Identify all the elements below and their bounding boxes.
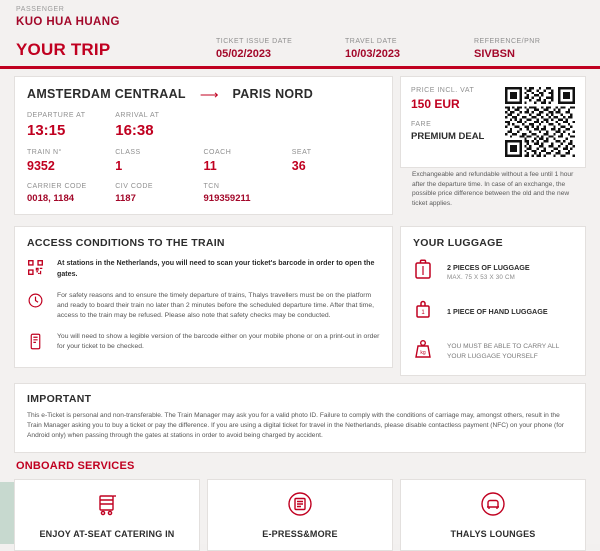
luggage-item-main: 2 PIECES OF LUGGAGE [447, 262, 530, 272]
access-item [27, 332, 380, 355]
weight-icon [413, 338, 447, 365]
codes-spacer [292, 183, 380, 204]
clock-icon [27, 291, 57, 322]
luggage-column [400, 226, 586, 383]
reference-label: REFERENCE/PNR [474, 38, 541, 45]
origin-station: AMSTERDAM CENTRAAL [27, 87, 186, 101]
important-title: IMPORTANT [27, 393, 92, 405]
price-label: PRICE INCL. VAT [411, 87, 475, 94]
service-name: ENJOY AT-SEAT CATERING IN [39, 528, 175, 539]
luggage-item-text [447, 307, 548, 316]
hand-luggage-icon [413, 298, 447, 325]
carrier-code-field [27, 183, 115, 204]
lounge-chair-icon [409, 491, 577, 522]
departure-field [27, 112, 115, 139]
trip-section [14, 76, 586, 222]
fare-label: FARE [411, 121, 432, 128]
luggage-item-sub: MAX. 75 X 53 X 30 CM [447, 273, 515, 281]
header-meta-row [16, 38, 584, 66]
carrier-code-label: CARRIER CODE [27, 183, 87, 190]
departure-label: DEPARTURE AT [27, 112, 86, 119]
service-name: E-PRESS&MORE [262, 528, 338, 539]
luggage-item-text [447, 263, 530, 281]
travel-date-label: TRAVEL DATE [345, 38, 398, 45]
train-row [27, 149, 380, 173]
service-name: THALYS LOUNGES [450, 528, 536, 539]
trip-card [14, 76, 393, 215]
svg-text:kg: kg [420, 350, 426, 356]
arrow-icon: ⟶ [199, 86, 219, 102]
access-item-text: You will need to show a legible version of the barcode either on your mobile phone or on a print-out in order for your ticket to be checked. [57, 332, 380, 350]
tcn-field [204, 183, 292, 204]
access-conditions-card [14, 226, 393, 368]
class-value: 1 [115, 159, 123, 173]
mobile-ticket-icon [27, 332, 57, 355]
times-row [27, 112, 380, 139]
stations-row [27, 87, 380, 101]
fare-card [400, 76, 586, 168]
fare-name: PREMIUM DEAL [411, 131, 485, 142]
e-press-icon [216, 491, 384, 522]
svg-text:1: 1 [421, 310, 425, 316]
class-label: CLASS [115, 149, 141, 156]
access-column [14, 226, 393, 383]
civ-code-label: CIV CODE [115, 183, 154, 190]
seat-field [292, 149, 380, 173]
seat-label: SEAT [291, 149, 312, 156]
departure-time: 13:15 [27, 122, 66, 139]
tcn-value: 919359211 [203, 193, 251, 204]
fare-column [400, 76, 586, 222]
access-item-text: For safety reasons and to ensure the timely departure of trains, Thalys travellers must be on the platform and ready to board their train no later than 2 minutes before the scheduled departure time. After that time, access to the train may be refused. Please also note that safety checks may be conducted. [57, 292, 374, 320]
passenger-label: PASSENGER [16, 6, 65, 13]
page-title: YOUR TRIP [16, 40, 111, 59]
service-card-epress[interactable] [207, 479, 393, 551]
onboard-services-list [14, 479, 586, 551]
train-number-label: TRAIN N° [27, 149, 62, 156]
times-spacer-2 [292, 112, 380, 139]
coach-value: 11 [203, 159, 217, 173]
luggage-item [413, 338, 573, 365]
civ-code-field [115, 183, 203, 204]
important-card [14, 383, 586, 453]
tcn-label: TCN [203, 183, 220, 190]
price-value: 150 EUR [411, 97, 460, 111]
travel-date-field [345, 38, 474, 60]
ticket-header [0, 0, 600, 66]
reference-value: SIVBSN [474, 48, 515, 60]
luggage-item [413, 258, 573, 285]
fare-conditions: Exchangeable and refundable without a fee until 1 hour after the departure time. In case of an exchange, the possible price difference between the old and the new ticket applies. [412, 171, 574, 207]
arrival-time: 16:38 [115, 122, 154, 139]
coach-label: COACH [203, 149, 232, 156]
luggage-title: YOUR LUGGAGE [413, 237, 503, 249]
luggage-item-plain: YOU MUST BE ABLE TO CARRY ALL YOUR LUGGAGE YOURSELF [447, 342, 560, 360]
access-item [27, 258, 380, 281]
passenger-name: KUO HUA HUANG [16, 16, 120, 28]
access-title: ACCESS CONDITIONS TO THE TRAIN [27, 237, 225, 249]
reference-field [474, 38, 584, 60]
codes-row [27, 183, 380, 204]
access-item [27, 291, 380, 322]
seat-value: 36 [291, 159, 306, 173]
ticket-body [0, 69, 600, 551]
coach-field [204, 149, 292, 173]
fare-details [411, 87, 505, 157]
important-text: This e-Ticket is personal and non-transferable. The Train Manager may ask you for a valid photo ID. Failure to comply with the conditions of carriage may, amongst others, result in the Train Manager asking you to buy a ticket or pay the difference. If you are using a digital ticket for travel in the Netherlands, please disable contactless payment (NFC) on your phone (for Android only) when passing through the gates at stations in order to avoid being charged by accident. [27, 412, 564, 440]
arrival-field [115, 112, 203, 139]
destination-station: PARIS NORD [232, 87, 314, 101]
arrival-label: ARRIVAL AT [115, 112, 160, 119]
luggage-item-main: 1 PIECE OF HAND LUGGAGE [447, 307, 548, 316]
onboard-services-title: ONBOARD SERVICES [16, 459, 135, 472]
conditions-section [14, 226, 586, 383]
ticket-issue-date-value: 05/02/2023 [216, 48, 272, 60]
catering-trolley-icon [23, 491, 191, 522]
trip-details-column [14, 76, 393, 222]
luggage-card [400, 226, 586, 376]
carrier-code-value: 0018, 1184 [27, 193, 75, 204]
civ-code-value: 1187 [115, 193, 136, 204]
times-spacer [204, 112, 292, 139]
train-number-field [27, 149, 115, 173]
left-accent-stripe [0, 482, 14, 544]
qr-scan-icon [27, 258, 57, 281]
service-card-catering[interactable] [14, 479, 200, 551]
luggage-item [413, 298, 573, 325]
ticket-issue-date-field [216, 38, 345, 60]
access-item-text: At stations in the Netherlands, you will need to scan your ticket's barcode in order to open the gates. [57, 259, 375, 278]
travel-date-value: 10/03/2023 [345, 48, 401, 60]
service-card-lounges[interactable] [400, 479, 586, 551]
qr-code[interactable] [505, 87, 575, 157]
suitcase-icon [413, 258, 447, 285]
ticket-issue-date-label: TICKET ISSUE DATE [216, 38, 293, 45]
train-number-value: 9352 [27, 159, 55, 173]
class-field [115, 149, 203, 173]
